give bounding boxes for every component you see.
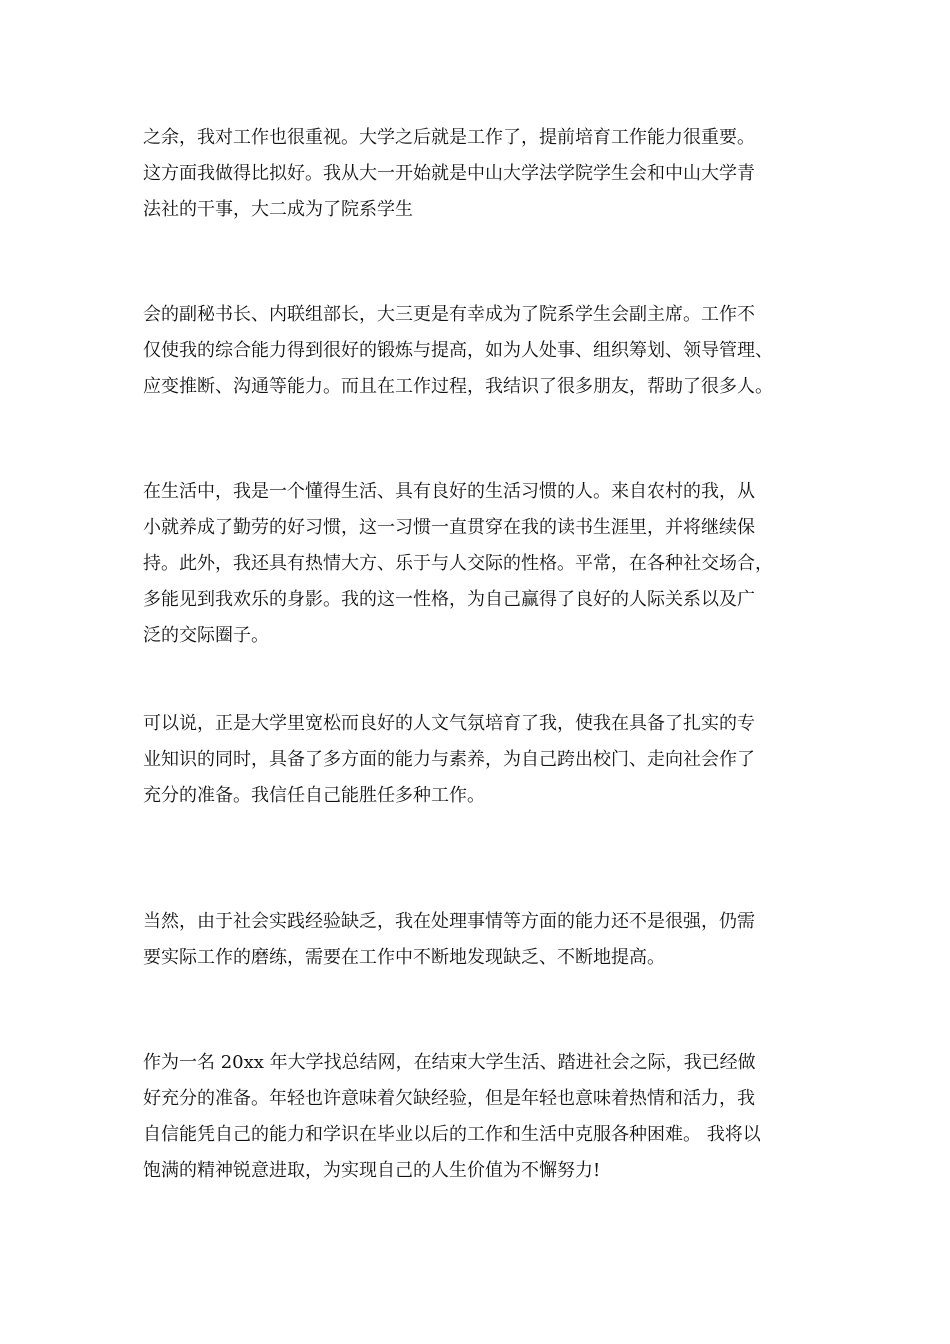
paragraph-student-union (143, 297, 811, 405)
paragraph-conclusion (143, 1045, 811, 1189)
text-line: 当然，由于社会实践经验缺乏，我在处理事情等方面的能力还不是很强，仍需 (143, 911, 755, 932)
text-line: 业知识的同时，具备了多方面的能力与素养，为自己跨出校门、走向社会作了 (143, 749, 755, 770)
text-line: 要实际工作的磨练，需要在工作中不断地发现缺乏、不断地提高。 (143, 947, 665, 968)
text-line: 泛的交际圈子。 (143, 625, 269, 646)
text-line: 这方面我做得比拟好。我从大一开始就是中山大学法学院学生会和中山大学青 (143, 163, 755, 184)
text-line: 作为一名 20xx 年大学找总结网，在结束大学生活、踏进社会之际，我已经做 (143, 1052, 756, 1073)
text-line: 多能见到我欢乐的身影。我的这一性格，为自己赢得了良好的人际关系以及广 (143, 589, 755, 610)
text-line: 好充分的准备。年轻也许意味着欠缺经验，但是年轻也意味着热情和活力，我 (143, 1088, 755, 1109)
text-line: 会的副秘书长、内联组部长，大三更是有幸成为了院系学生会副主席。工作不 (143, 304, 755, 325)
text-line: 小就养成了勤劳的好习惯，这一习惯一直贯穿在我的读书生涯里，并将继续保 (143, 517, 755, 538)
text-line: 充分的准备。我信任自己能胜任多种工作。 (143, 785, 485, 806)
paragraph-life-habits (143, 474, 811, 654)
paragraph-university-atmosphere (143, 706, 811, 814)
text-line: 法社的干事，大二成为了院系学生 (143, 199, 413, 220)
paragraph-shortcomings (143, 904, 811, 976)
text-line: 在生活中，我是一个懂得生活、具有良好的生活习惯的人。来自农村的我，从 (143, 481, 755, 502)
text-line: 应变推断、沟通等能力。而且在工作过程，我结识了很多朋友，帮助了很多人。 (143, 376, 773, 397)
text-line: 自信能凭自己的能力和学识在毕业以后的工作和生活中克服各种困难。 我将以 (143, 1124, 761, 1145)
text-line: 仅使我的综合能力得到很好的锻炼与提高，如为人处事、组织筹划、领导管理、 (143, 340, 773, 361)
text-line: 饱满的精神锐意进取，为实现自己的人生价值为不懈努力! (143, 1160, 601, 1181)
text-line: 持。此外，我还具有热情大方、乐于与人交际的性格。平常，在各种社交场合， (143, 553, 773, 574)
text-line: 可以说，正是大学里宽松而良好的人文气氛培育了我，使我在具备了扎实的专 (143, 713, 755, 734)
paragraph-work-ability (143, 120, 811, 228)
text-line: 之余，我对工作也很重视。大学之后就是工作了，提前培育工作能力很重要。 (143, 127, 755, 148)
